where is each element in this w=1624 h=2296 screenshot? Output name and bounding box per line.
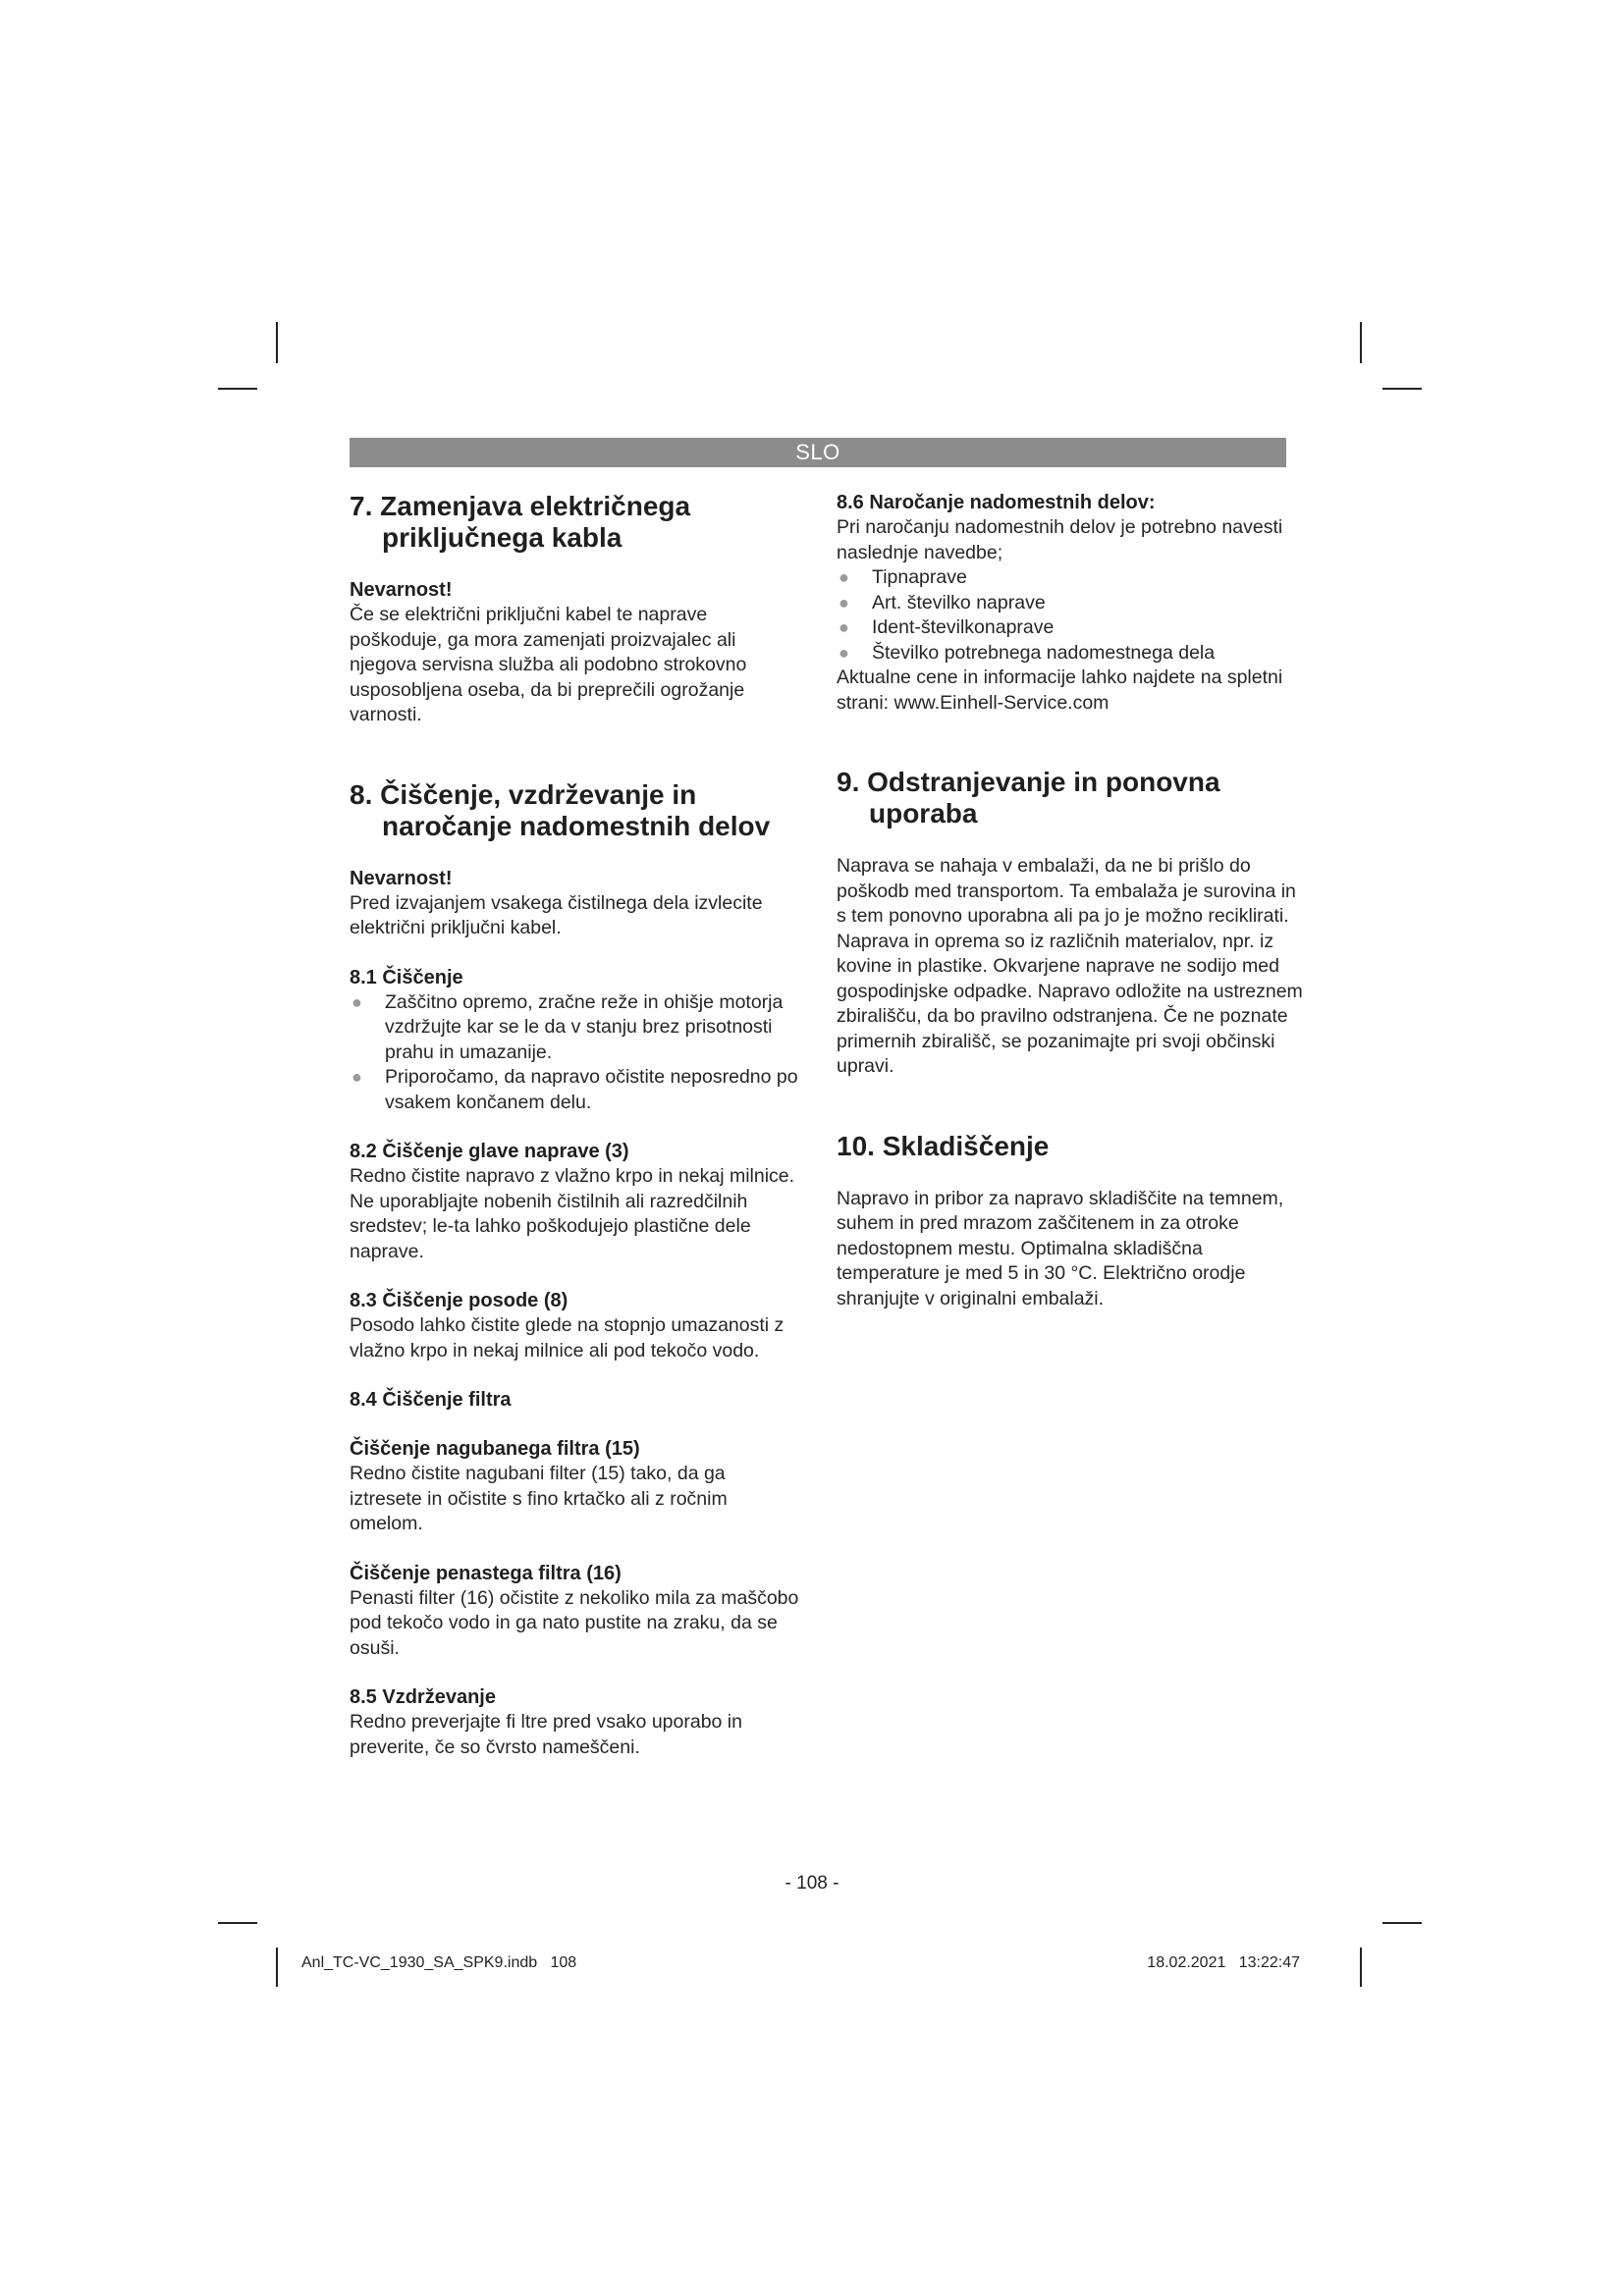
crop-mark	[1360, 322, 1362, 363]
crop-mark	[276, 1948, 278, 1987]
page-number: - 108 -	[785, 1873, 839, 1894]
list-item: ● Art. številko naprave	[837, 591, 1304, 616]
section-8-4a-title: Čiščenje nagubanega filtra (15)	[350, 1438, 640, 1460]
left-column	[350, 491, 801, 1760]
section-10-text: Napravo in pribor za napravo skladiščite na temnem, suhem in pred mrazom zaščitenem in za otroke nedostopnem mestu. Optimalna skladiščna temperature je med 5 in 30 °C. Električno orodje shranjujte v originalni embalaži.	[837, 1187, 1284, 1309]
bullet-icon: ●	[839, 567, 849, 587]
section-8-6-title: 8.6 Naročanje nadomestnih delov:	[837, 492, 1156, 513]
section-8-1-list	[350, 990, 801, 1116]
crop-mark	[276, 322, 278, 363]
section-7-warning-text: Če se električni priključni kabel te naprave poškoduje, ga mora zamenjati proizvajalec ali njegova servisna služba ali podobno strokovno usposobljena oseba, da bi preprečili ogrožanje varnosti.	[350, 604, 747, 725]
section-9-text: Naprava se nahaja v embalaži, da ne bi prišlo do poškodb med transportom. Ta embalaža je surovina in s tem ponovno uporabna ali pa jo je možno reciklirati. Naprava in oprema so iz različnih materialov, npr. iz kovine in plastike. Okvarjene naprave ne sodijo med gospodinjske odpadke. Napravo odložite na ustreznem zbirališču, da bo pravilno odstranjena. Če ne poznate primernih zbirališč, se pozanimajte pri svoji občinski upravi.	[837, 855, 1303, 1077]
footer-file-name: Anl_TC-VC_1930_SA_SPK9.indb 108	[301, 1954, 577, 1971]
section-8-3-title: 8.3 Čiščenje posode (8)	[350, 1290, 568, 1311]
list-item: ● Zaščitno opremo, zračne reže in ohišje motorja vzdržujte kar se le da v stanju brez prisotnosti prahu in umazanije.	[352, 990, 784, 1063]
section-8-title-line1: Čiščenje, vzdrževanje in	[380, 778, 697, 810]
language-header-bar	[350, 438, 1286, 467]
section-10-heading: 10. Skladiščenje	[837, 1130, 1050, 1161]
section-8-title-line2: naročanje nadomestnih delov	[382, 810, 771, 841]
crop-mark	[1382, 388, 1422, 390]
section-7-heading	[350, 491, 801, 554]
language-tag: SLO	[795, 440, 840, 464]
section-8-4b-text: Penasti filter (16) očistite z nekoliko mila za maščobo pod tekočo vodo in ga nato pustite na zraku, da se osuši.	[350, 1586, 799, 1659]
section-8-6-list	[837, 565, 1304, 666]
footer-timestamp: 18.02.2021 13:22:47	[1147, 1954, 1300, 1971]
section-8-1-title: 8.1 Čiščenje	[350, 966, 463, 988]
bullet-icon: ●	[839, 642, 849, 663]
section-8-number: 8.	[350, 778, 373, 810]
section-8-5-text: Redno preverjajte fi ltre pred vsako uporabo in preverite, če so čvrsto nameščeni.	[350, 1711, 742, 1758]
bullet-icon: ●	[839, 617, 849, 637]
section-8-3-text: Posodo lahko čistite glede na stopnjo umazanosti z vlažno krpo in nekaj milnice ali pod tekočo vodo.	[350, 1314, 785, 1362]
section-7-number: 7.	[350, 491, 373, 521]
bullet-icon: ●	[839, 592, 849, 613]
section-8-4-title: 8.4 Čiščenje filtra	[350, 1389, 512, 1411]
section-8-5-title: 8.5 Vzdrževanje	[350, 1686, 496, 1708]
section-7-title-line1: Zamenjava električnega	[380, 491, 691, 521]
section-7-warning-title: Nevarnost!	[350, 579, 453, 601]
crop-mark	[218, 1922, 257, 1924]
list-item: ● Številko potrebnega nadomestnega dela	[837, 641, 1304, 667]
section-8-warning-title: Nevarnost!	[350, 867, 453, 889]
section-8-2-text: Redno čistite napravo z vlažno krpo in nekaj milnice. Ne uporabljajte nobenih čistilnih ali razredčilnih sredstev; le-ta lahko poškodujejo plastične dele naprave.	[350, 1165, 795, 1262]
section-8-4a-text: Redno čistite nagubani filter (15) tako, da ga iztresete in očistite s fino krtačko ali z ročnim omelom.	[350, 1463, 728, 1534]
crop-mark	[1382, 1922, 1422, 1924]
crop-mark	[1360, 1948, 1362, 1987]
list-item: ● Tipnaprave	[837, 565, 1304, 591]
section-8-heading	[350, 779, 801, 842]
section-7-title-line2: priključnega kabla	[382, 522, 623, 553]
crop-mark	[218, 388, 257, 390]
list-item: ● Priporočamo, da napravo očistite neposredno po vsakem končanem delu.	[352, 1066, 798, 1113]
section-8-2-title: 8.2 Čiščenje glave naprave (3)	[350, 1141, 629, 1162]
bullet-icon: ●	[352, 991, 362, 1012]
section-8-6-intro: Pri naročanju nadomestnih delov je potrebno navesti naslednje navedbe;	[837, 516, 1283, 563]
right-column	[837, 491, 1304, 1311]
bullet-icon: ●	[352, 1067, 362, 1087]
section-9-number: 9.	[837, 767, 860, 797]
section-9-title-line1: Odstranjevanje in ponovna	[867, 767, 1220, 797]
section-9-heading	[837, 767, 1304, 829]
list-item: ● Ident-številkonaprave	[837, 615, 1304, 641]
section-8-6-outro: Aktualne cene in informacije lahko najdete na spletni strani: www.Einhell-Service.com	[837, 667, 1283, 714]
section-8-4b-title: Čiščenje penastega filtra (16)	[350, 1562, 622, 1584]
section-8-warning-text: Pred izvajanjem vsakega čistilnega dela izvlecite električni priključni kabel.	[350, 891, 763, 938]
section-9-title-line2: uporaba	[869, 798, 978, 828]
